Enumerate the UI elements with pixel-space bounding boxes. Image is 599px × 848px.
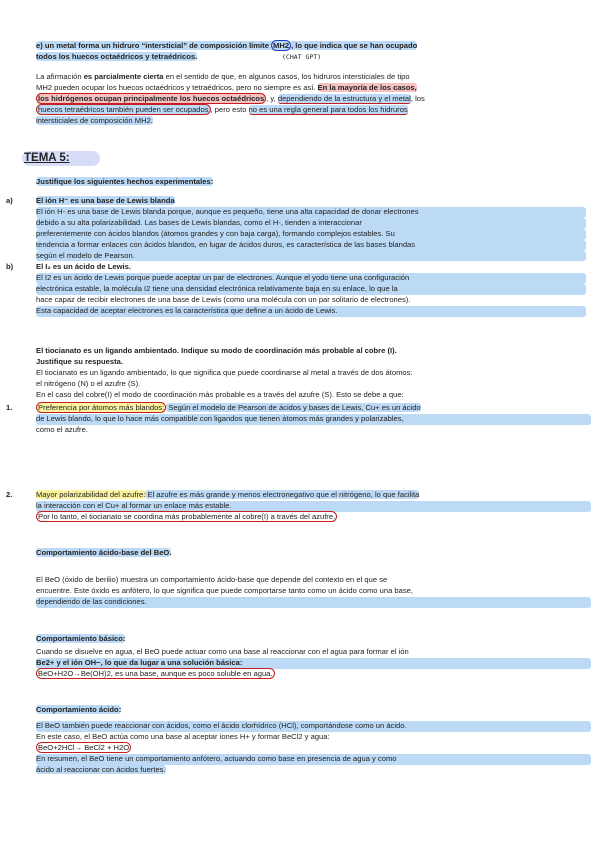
tema-title: TEMA 5: (24, 152, 70, 164)
label-b: b) (6, 262, 14, 271)
section-e-body: La afirmación es parcialmente cierta en el sentido de que, en algunos casos, los hidruros intersticiales de tipo MH2 pueden ocupar los huecos octaédricos y tetraédricos, pero no siempre es así. En la mayoría de los casos, los hidrógenos ocupan principalmente los huecos octaédricos , y, dependiendo de la estructura y el metal, los huecos tetraédricos también pueden ser ocupados , pero esto no es una regla general para todos los hidruros intersticiales de composición MH2. (36, 72, 425, 125)
section-tiocianato: El tiocianato es un ligando ambientado. Indique su modo de coordinación más probable al cobre (I). Justifique su respuesta. El tiocianato es un ligando ambientado, lo que significa que puede coordinarse al metal a través de dos átomos: el nitrógeno (N) o el azufre (S). En el caso del cobre(I) el modo de coordinación más probable es a través del azufre (S). Esto se debe a que: (36, 346, 413, 399)
item2-number: 2. (6, 490, 13, 499)
justifique-heading: Justifique los siguientes hechos experimentales: (36, 177, 214, 186)
label-a: a) (6, 196, 13, 205)
beo-acid-title: Comportamiento ácido: (36, 705, 122, 714)
beo-acid: El BeO también puede reaccionar con ácidos, como el ácido clorhídrico (HCl), comportándose como un ácido. En este caso, el BeO actúa como una base al aceptar iones H+ y formar BeCl2 y agua: BeO+2HCl→ BeCl2 + H2O En resumen, el BeO tiene un comportamiento anfótero, actuando como base en presencia de agua y como ácido al reaccionar con ácidos fuertes. (36, 721, 591, 776)
section-b: El I₂ es un ácido de Lewis. El I2 es un ácido de Lewis porque puede aceptar un par de electrones. Aunque el yodo tiene una configuración electrónica estable, la molécula I2 tiene una densidad electrónica relativamente baja en su enlace, lo que la hace capaz de recibir electrones de una base de Lewis (como una molécula con un par solitario de electrones). Esta capacidad de aceptar electrones es la característica que define a un ácido de Lewis. (36, 262, 586, 317)
section-a: El ión H⁻ es una base de Lewis blanda El ión H- es una base de Lewis blanda porque, aunque es pequeño, tiene una alta capacidad de donar electrones debido a su alta polarizabilidad. Las bases de Lewis blandas, como el H-, tienden a interaccionar preferentemente con ácidos blandos (átomos grandes y con baja carga), formando complejos estables. Su tendencia a formar enlaces con ácidos blandos, en lugar de ácidos duros, es característica de las bases blandas según el modelo de Pearson. (36, 196, 586, 261)
beo-title: Comportamiento ácido-base del BeO. (36, 548, 172, 557)
item1-number: 1. (6, 403, 13, 412)
tio-item1: Preferencia por átomos más blandos: Según el modelo de Pearson de ácidos y bases de Lewis, Cu+ es un ácido de Lewis blando, lo que lo hace más compatible con ligandos que tienen átomos más grandes y polarizables, como el azufre. (36, 403, 591, 436)
tio-item2: Mayor polarizabilidad del azufre: El azufre es más grande y menos electronegativo que el nitrógeno, lo que facilita la interacción con el Cu+ al formar un enlace más estable. Por lo tanto, el tiocianato se coordina más probablemente al cobre(I) a través del azufre. (36, 490, 591, 523)
beo-basic-title: Comportamiento básico: (36, 634, 126, 643)
section-e-heading: e) un metal forma un hidruro “intersticial” de composición límite MH2 , lo que indica que se han ocupado todos los huecos octaédricos y tetraédricos. (36, 41, 418, 61)
beo-basic: Cuando se disuelve en agua, el BeO puede actuar como una base al reaccionar con el agua para formar el ión Be2+ y el ión OH−, lo que da lugar a una solución básica: BeO+H2O→Be(OH)2, es una base, aunque es poco soluble en agua. (36, 647, 591, 680)
handwritten-note: (CHAT GPT) (282, 53, 322, 61)
beo-intro: El BeO (óxido de berilio) muestra un comportamiento ácido-base que depende del contexto en el que se encuentre. Este óxido es anfótero, lo que significa que puede comportarse tanto como un ácido como una base, dependiendo de las condiciones. (36, 575, 591, 608)
